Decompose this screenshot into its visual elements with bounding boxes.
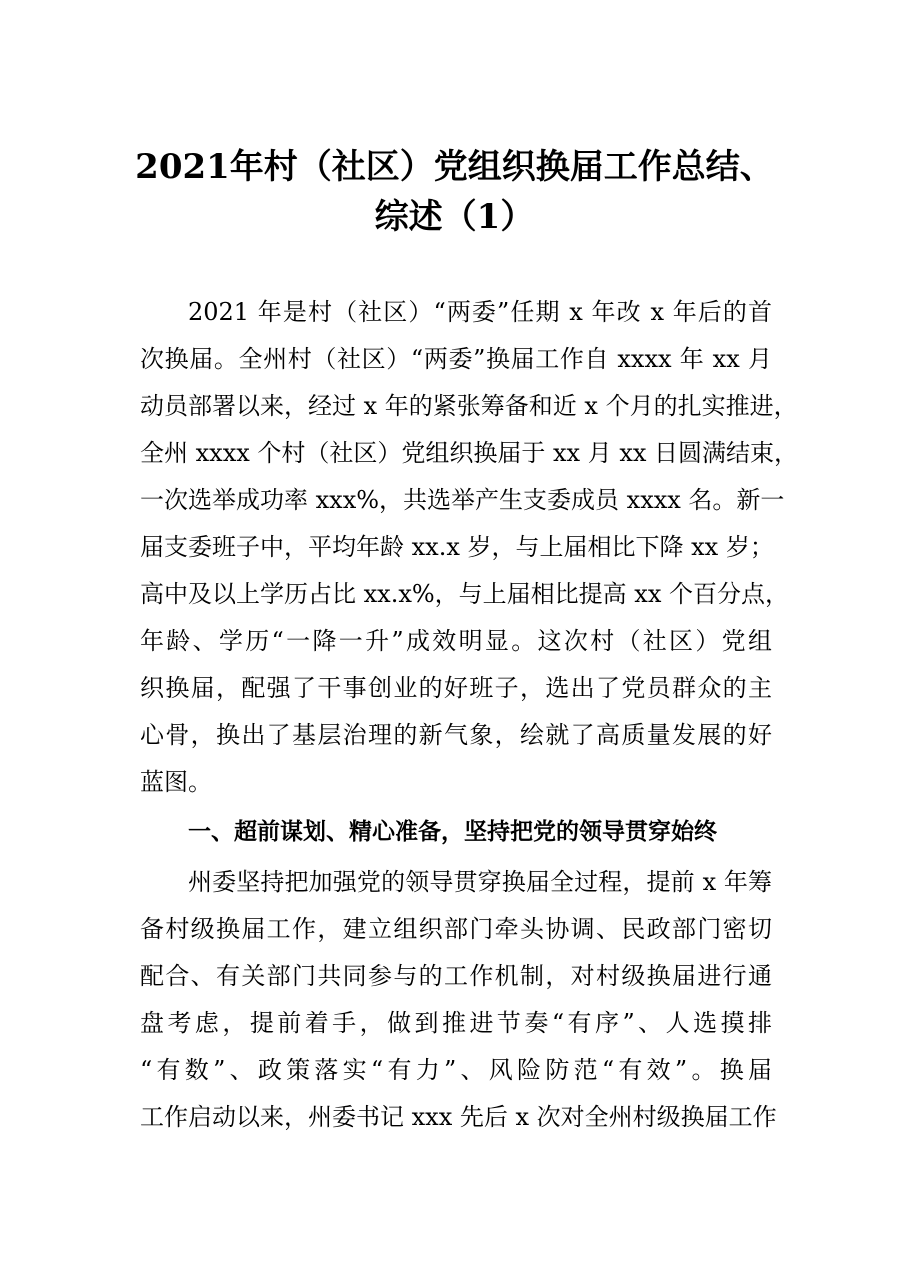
paragraph-2-line: 工作启动以来，州委书记 xxx 先后 x 次对全州村级换届工作 [140,1103,777,1131]
paragraph-2-line: “有数”、政策落实“有力”、风险防范“有效”。换届 [140,1056,772,1084]
paragraph-2-line: 盘考虑，提前着手，做到推进节奏“有序”、人选摸排 [140,1009,772,1037]
paragraph-1-line: 次换届。全州村（社区）“两委”换届工作自 xxxx 年 xx 月 [140,345,772,373]
paragraph-1-line: 蓝图。 [140,768,212,796]
paragraph-2-line: 配合、有关部门共同参与的工作机制，对村级换届进行通 [140,962,772,990]
paragraph-1-line: 一次选举成功率 xxx%，共选举产生支委成员 xxxx 名。新一 [140,486,785,514]
paragraph-1-line: 高中及以上学历占比 xx.x%，与上届相比提高 xx 个百分点， [140,580,789,608]
paragraph-1-line: 届支委班子中，平均年龄 xx.x 岁，与上届相比下降 xx 岁； [140,533,774,561]
paragraph-1-line: 2021 年是村（社区）“两委”任期 x 年改 x 年后的首 [188,298,772,326]
paragraph-1-line: 动员部署以来，经过 x 年的紧张筹备和近 x 个月的扎实推进， [140,392,798,420]
paragraph-1-line: 织换届，配强了干事创业的好班子，选出了党员群众的主 [140,674,772,702]
paragraph-2-line: 备村级换届工作，建立组织部门牵头协调、民政部门密切 [140,915,772,943]
document-title-line-2: 综述（1） [374,197,535,237]
document-title-line-1: 2021年村（社区）党组织换届工作总结、 [135,147,774,187]
paragraph-1-line: 年龄、学历“一降一升”成效明显。这次村（社区）党组 [140,627,772,655]
paragraph-1-line: 全州 xxxx 个村（社区）党组织换届于 xx 月 xx 日圆满结束， [140,439,799,467]
paragraph-2-line: 州委坚持把加强党的领导贯穿换届全过程，提前 x 年筹 [188,868,772,896]
section-1-heading: 一、超前谋划、精心准备，坚持把党的领导贯穿始终 [188,819,717,845]
paragraph-1-line: 心骨，换出了基层治理的新气象，绘就了高质量发展的好 [140,721,772,749]
